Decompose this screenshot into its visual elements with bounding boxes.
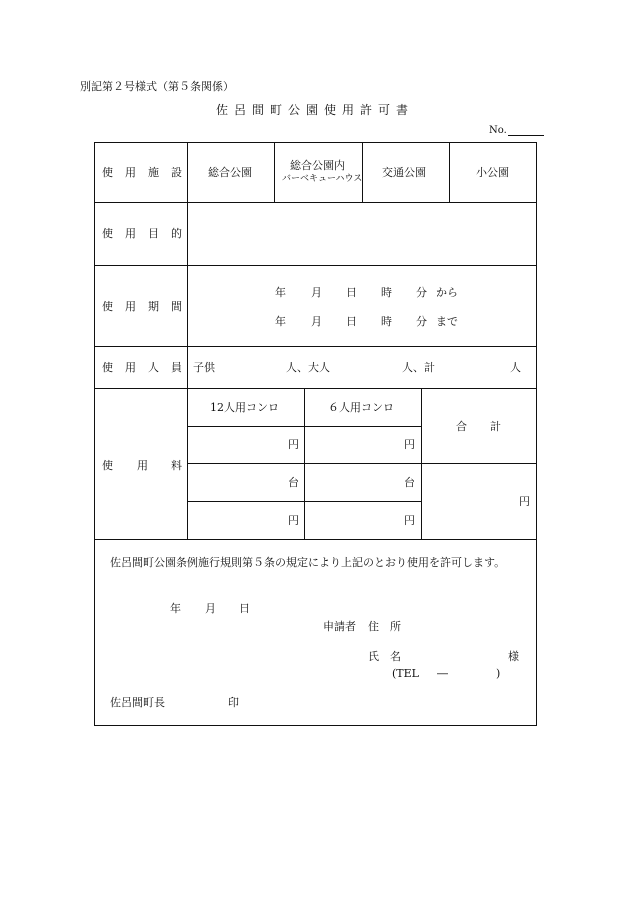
facility-divider: [274, 142, 275, 202]
total-people-label: 人、計: [402, 361, 435, 374]
fee-col-6-header: ６人用コンロ: [328, 401, 394, 414]
fee-col-12-header: 12人用コンロ: [210, 401, 279, 414]
document-number: [489, 124, 544, 136]
facility-divider: [449, 142, 450, 202]
mayor-label: 佐呂間町長: [110, 696, 165, 709]
fee-12-subtotal-unit[interactable]: 円: [288, 514, 299, 527]
fee-6-subtotal-unit[interactable]: 円: [404, 514, 415, 527]
row-line: [94, 539, 537, 540]
children-label: 子供: [193, 361, 215, 374]
purpose-field[interactable]: [188, 203, 536, 264]
adult-label: 人、大人: [286, 361, 330, 374]
fee-12-count-unit[interactable]: 台: [288, 476, 299, 489]
facility-option-sho[interactable]: 小公園: [476, 166, 509, 179]
row-line: [94, 388, 537, 389]
seal-mark: 印: [228, 696, 239, 709]
facility-option-kotsu[interactable]: 交通公園: [382, 166, 426, 179]
form-reference: 別記第２号様式（第５条関係）: [80, 80, 234, 93]
fee-6-count-unit[interactable]: 台: [404, 476, 415, 489]
facility-option-bbq[interactable]: 総合公園内: [290, 159, 345, 172]
fee-6-yen-unit[interactable]: 円: [404, 438, 415, 451]
fee-line: [187, 426, 421, 427]
document-title: 佐呂間町公園使用許可書: [215, 103, 414, 117]
facility-option-sogo[interactable]: 総合公園: [208, 166, 252, 179]
number-label: No.: [489, 125, 507, 136]
people-unit: 人: [510, 361, 521, 374]
fee-line: [187, 463, 537, 464]
honorific-sama: 様: [508, 650, 519, 663]
applicant-label: 申請者: [323, 620, 356, 633]
fee-line: [187, 501, 421, 502]
row-line: [94, 346, 537, 347]
permit-statement: 佐呂間町公園条例施行規則第５条の規定により上記のとおり使用を許可します。: [110, 556, 506, 569]
fee-total-unit[interactable]: 円: [519, 495, 530, 508]
fee-12-yen-unit[interactable]: 円: [288, 438, 299, 451]
facility-option-bbq-sub: バーベキューハウス: [282, 174, 363, 184]
number-blank[interactable]: [508, 124, 544, 136]
facility-divider: [362, 142, 363, 202]
row-line: [94, 265, 537, 266]
